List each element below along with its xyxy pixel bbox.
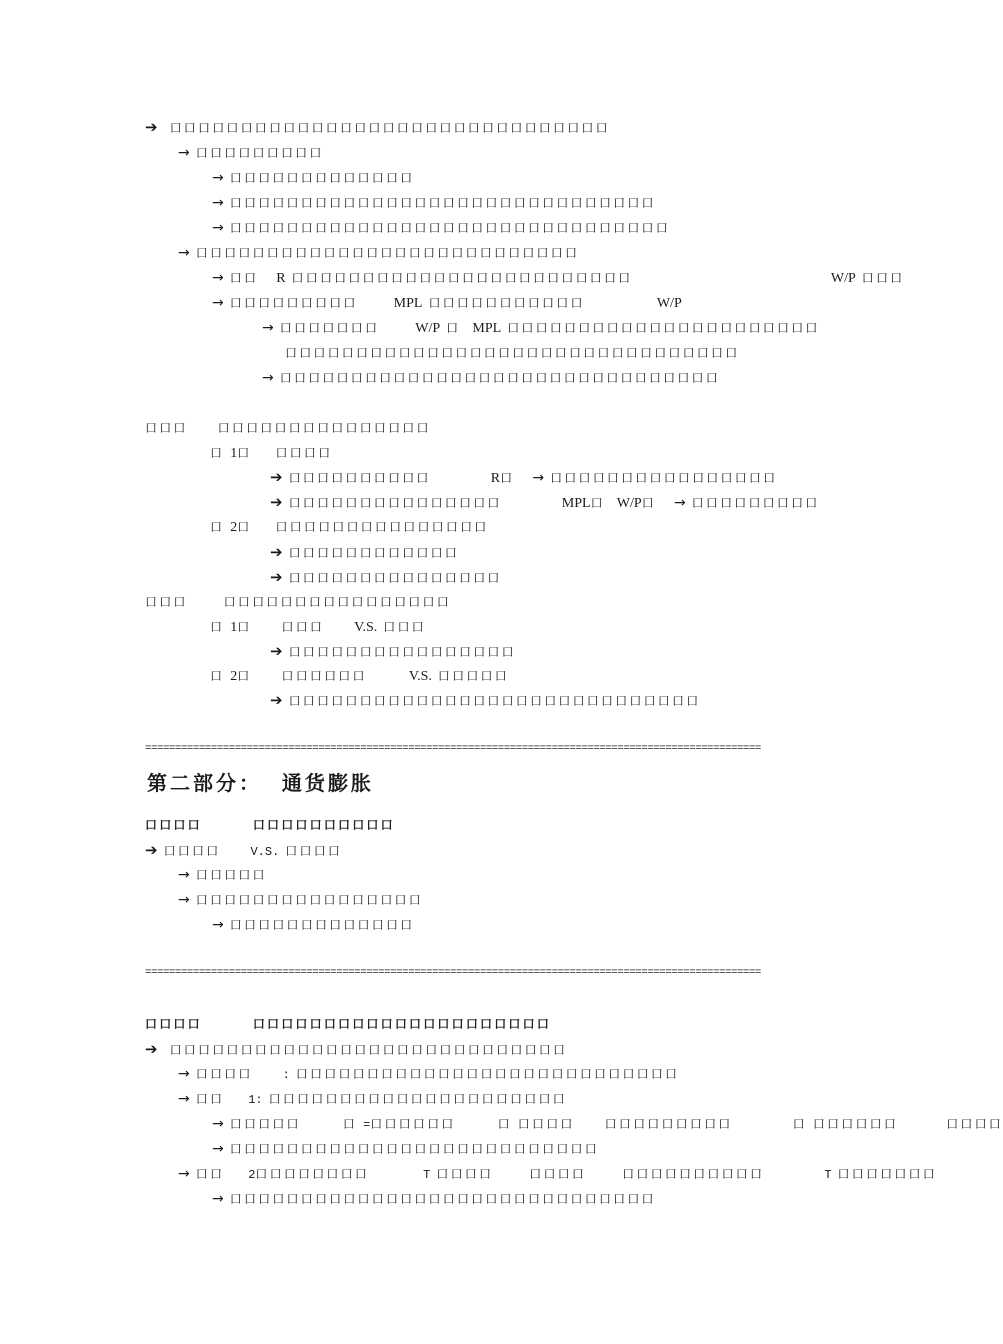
text-line xyxy=(262,320,820,337)
text-line xyxy=(212,195,656,211)
text-run: 口口口 口口口口口口口口口口口口口口口 xyxy=(145,421,431,435)
text-run: 口口口口口口口口口口口口口口口口口口口口口口口口口口口口口口口 xyxy=(157,121,610,135)
text-run: 口口口口口 xyxy=(189,868,267,882)
text-run: 口口口 口口口口口口口口口口口口口口口口 xyxy=(145,595,451,609)
text-run: 口口口口口口口口口口口口口口口口 xyxy=(189,893,423,907)
text-line xyxy=(210,519,488,536)
text-run: 口 xyxy=(500,471,533,485)
text-run xyxy=(369,1166,423,1182)
arrow-icon: ➔ xyxy=(270,568,283,586)
text-run: 口口口口口口口口口口口口口口口口口口口口口口口口口口口口口口口口 xyxy=(285,346,740,360)
text-run: 口 xyxy=(641,496,674,510)
text-run: 口口口 xyxy=(377,620,426,634)
text-run: 口口口 xyxy=(855,271,905,285)
text-run: 口 xyxy=(210,446,231,460)
arrow-icon: → xyxy=(212,1116,224,1132)
text-line xyxy=(212,220,670,236)
text-run: MPL xyxy=(393,296,423,311)
text-line xyxy=(270,469,777,487)
arrow-icon: ➔ xyxy=(270,642,283,660)
text-run: 1: xyxy=(248,1093,263,1107)
text-run: 口口口口口口口口口口口口口 xyxy=(223,918,415,932)
arrow-icon: ➔ xyxy=(145,118,158,136)
text-run: 口 口口口口口口 xyxy=(792,1117,899,1131)
text-run: W/P xyxy=(616,496,642,511)
arrow-icon: ➔ xyxy=(270,543,283,561)
text-run xyxy=(764,1166,824,1182)
text-run: 口口 xyxy=(223,271,277,285)
text-line xyxy=(270,544,459,561)
arrow-icon: → xyxy=(178,867,190,883)
arrow-icon: → xyxy=(262,370,274,386)
text-run: 口 xyxy=(210,520,231,534)
text-run: W/P xyxy=(830,271,856,286)
text-run: 口口 xyxy=(189,1092,249,1106)
arrow-icon: ➔ xyxy=(145,841,158,859)
text-run: 口口口口口口口口口口口口口口口口口口口口口口口口口口口 xyxy=(289,1067,680,1081)
text-line xyxy=(145,594,451,610)
text-run: 口口口口口口口口口口口口口口口口口口口口口口口口口口口口 xyxy=(157,1043,568,1057)
text-run: 口 口口口 xyxy=(237,620,355,634)
text-line xyxy=(178,245,579,261)
arrow-icon: → xyxy=(178,145,190,161)
text-run: 口口口口 xyxy=(189,1067,283,1081)
text-run: 口口口口口口口口口口口口口口口 xyxy=(282,571,502,585)
arrow-icon: → xyxy=(212,917,224,933)
text-line xyxy=(178,1091,567,1108)
text-run: 口口口口口 xyxy=(431,669,509,683)
text-run: 口口口口口口口 xyxy=(273,321,416,335)
text-line xyxy=(178,867,267,883)
text-run: 口 xyxy=(440,321,473,335)
text-run: 口口口口口口口口口 xyxy=(685,496,820,510)
text-line xyxy=(145,119,610,136)
text-run: 口口口口口口口口口 xyxy=(189,146,324,160)
text-run: 口口口口口口口口 xyxy=(255,1167,370,1181)
arrow-icon: → xyxy=(673,495,686,511)
text-line xyxy=(270,692,700,709)
text-line xyxy=(145,1016,551,1032)
text-line xyxy=(210,619,426,636)
text-line xyxy=(178,892,423,908)
text-run: 口口口口 口口口口口口口口口口 xyxy=(145,818,395,832)
text-line xyxy=(270,569,502,586)
text-run: : xyxy=(282,1068,290,1082)
text-run: 口口口口口口口口口口口口口口口口 xyxy=(544,471,778,485)
text-line xyxy=(178,1066,679,1083)
text-line xyxy=(212,1141,599,1157)
text-run: W/P xyxy=(656,296,682,311)
text-run: 口口口口 xyxy=(279,844,343,858)
text-run: 2 xyxy=(248,1168,256,1182)
text-run: 口口口口口口口口口口口口口口口口口口口口口口口口口口 xyxy=(223,1142,599,1156)
text-run: W/P xyxy=(415,321,441,336)
text-run: 口口 xyxy=(189,1167,249,1181)
arrow-icon: → xyxy=(212,295,224,311)
arrow-icon: → xyxy=(212,195,224,211)
arrow-icon: → xyxy=(212,270,224,286)
text-run: 2 xyxy=(230,669,238,684)
text-run xyxy=(632,270,830,286)
text-run: = xyxy=(363,1118,371,1132)
text-run xyxy=(502,495,562,511)
text-line xyxy=(212,1116,1003,1133)
text-line xyxy=(212,270,904,287)
text-line xyxy=(145,842,342,860)
arrow-icon: ➔ xyxy=(270,493,283,511)
text-run: 口口口口口口口口口口口口口口口口口口口口口 xyxy=(262,1092,567,1106)
text-run: 口口口口 口口口口口口口口口口口口口口口口口口口口口 xyxy=(145,1017,552,1031)
arrow-icon: → xyxy=(212,1141,224,1157)
text-run: T xyxy=(423,1168,431,1182)
arrow-icon: → xyxy=(262,320,274,336)
arrow-icon: → xyxy=(178,1066,190,1082)
text-run: R xyxy=(276,271,286,286)
text-run: 口 口口口口 口口口口口口口口口 xyxy=(497,1117,733,1131)
arrow-icon: → xyxy=(212,220,224,236)
section-heading: 第二部分： 通货膨胀 xyxy=(147,771,374,795)
text-run: 1 xyxy=(230,620,238,635)
text-run: 口口口口口口 xyxy=(370,1117,456,1131)
text-run: 2 xyxy=(230,520,238,535)
text-run: R xyxy=(490,471,501,486)
arrow-icon: → xyxy=(212,170,224,186)
text-run: 口 xyxy=(210,669,231,683)
text-run: 口口口口口口口口口 xyxy=(223,296,394,310)
arrow-icon: ➔ xyxy=(270,468,283,486)
text-run: 口口口口口口口口口口口口口口口口口口口口口口口口口口口口口口口 xyxy=(273,371,720,385)
arrow-icon: → xyxy=(178,1166,190,1182)
separator-rule: ======================================================================================================= xyxy=(145,743,761,755)
text-run: 口口口口口口口口口口口口口 xyxy=(223,171,415,185)
text-run xyxy=(585,295,657,311)
text-line xyxy=(285,345,739,361)
text-line xyxy=(210,445,332,462)
text-run xyxy=(732,1116,792,1132)
text-run xyxy=(455,1116,497,1132)
text-line xyxy=(145,817,395,833)
text-line xyxy=(262,370,720,386)
text-line xyxy=(212,170,414,186)
text-run: 口口口口口口口口口口口口口口口口口口口口口口口口口口口口口口 xyxy=(223,196,656,210)
arrow-icon: → xyxy=(212,1191,224,1207)
text-run: 口口口口口口口口口口口口口口口口口口口口口口口口 xyxy=(285,271,633,285)
text-run: V.S. xyxy=(250,845,280,859)
text-line xyxy=(270,494,820,512)
text-run: 口口口口口口口口口口口口口口口口口口口口口口口口口口口口口口 xyxy=(223,1192,656,1206)
arrow-icon: → xyxy=(178,892,190,908)
text-run: 1 xyxy=(230,446,238,461)
text-line xyxy=(145,1041,567,1058)
text-line xyxy=(212,1191,656,1207)
text-run: 口口口口 xyxy=(946,1117,1003,1131)
text-line xyxy=(270,643,516,660)
text-line xyxy=(212,917,414,933)
text-run: 口 口口口口口口口口口口口口口口口 xyxy=(237,520,489,534)
text-run xyxy=(431,470,491,486)
text-line xyxy=(178,145,324,161)
text-run: 口口口口 xyxy=(157,844,251,858)
separator-rule: ======================================================================================================= xyxy=(145,967,761,979)
text-run: 口口口口口口口口口口口口 xyxy=(282,546,459,560)
text-run: V.S. xyxy=(408,669,432,684)
text-line xyxy=(145,420,431,436)
text-run: 口口口口口口口口口口口口口口口 xyxy=(282,496,502,510)
text-line xyxy=(212,295,682,312)
text-run: 口 xyxy=(590,496,617,510)
arrow-icon: ➔ xyxy=(145,1040,158,1058)
text-run: 口口口口口 口 xyxy=(223,1117,364,1131)
text-run xyxy=(367,668,409,684)
text-run: 口口口口口口口口口口口口口口口口口口口口口口口口口口口口口 xyxy=(282,694,701,708)
text-run: V.S. xyxy=(354,620,378,635)
text-run: MPL xyxy=(472,321,502,336)
text-line xyxy=(210,668,509,685)
text-run: 口口口口 口口口口 口口口口口口口口口口 xyxy=(430,1167,765,1181)
text-run xyxy=(898,1116,946,1132)
text-run: 口口口口口口口口口口口 xyxy=(422,296,585,310)
text-run: 口口口口口口口 xyxy=(831,1167,937,1181)
text-run: 口口口口口口口口口口口口口口口口 xyxy=(282,645,516,659)
text-line xyxy=(178,1166,937,1183)
text-run: MPL xyxy=(561,496,591,511)
text-run: T xyxy=(824,1168,832,1182)
arrow-icon: → xyxy=(178,1091,190,1107)
arrow-icon: → xyxy=(178,245,190,261)
text-run: 口 xyxy=(210,620,231,634)
text-run: 口口口口口口口口口口口口口口口口口口口口口口口口口口口 xyxy=(189,246,580,260)
arrow-icon: → xyxy=(532,470,545,486)
text-run: 口口口口口口口口口口口口口口口口口口口口口口 xyxy=(501,321,820,335)
text-run: 口 口口口口 xyxy=(237,446,333,460)
text-run: 口 口口口口口口 xyxy=(237,669,367,683)
arrow-icon: ➔ xyxy=(270,691,283,709)
text-run: 口口口口口口口口口口 xyxy=(282,471,431,485)
text-run: 口口口口口口口口口口口口口口口口口口口口口口口口口口口口口口口 xyxy=(223,221,670,235)
